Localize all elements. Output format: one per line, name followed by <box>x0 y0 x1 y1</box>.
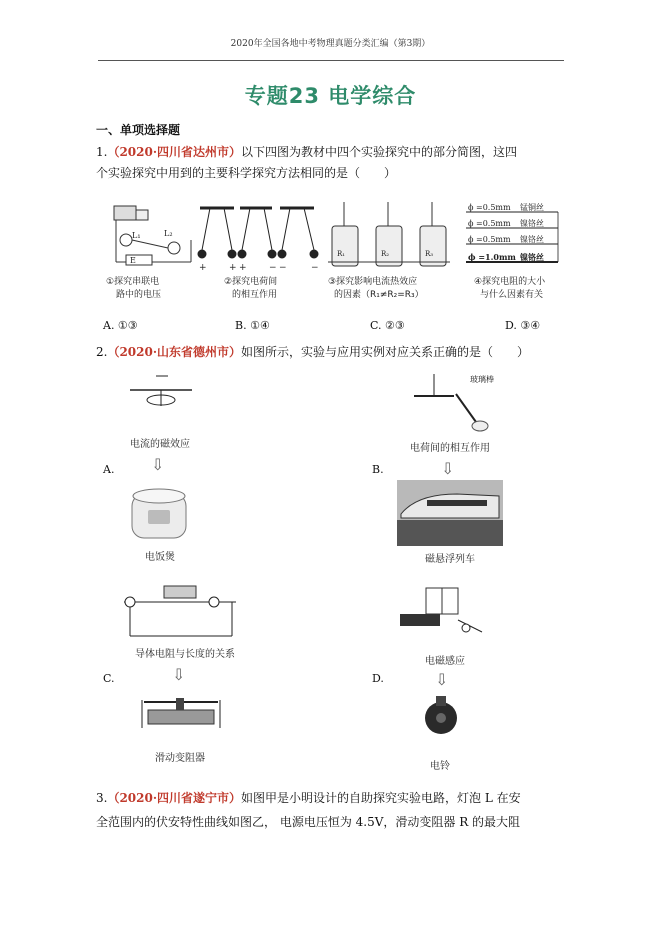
charge-5: − <box>279 263 287 273</box>
fig2-caption-1: ②探究电荷间 <box>224 277 278 287</box>
q3-text-line2: 全范围内的伏安特性曲线如图乙， 电源电压恒为 4.5V，滑动变阻器 R 的最大阻 <box>96 815 521 829</box>
q2-b-arrow: ⇩ <box>441 459 455 478</box>
q1-figures <box>96 200 566 310</box>
wire-4-diameter: ϕ =1.0mm <box>468 252 516 262</box>
fig3-caption-2: 的因素（R₁≠R₂=R₃） <box>334 290 424 300</box>
header-rule <box>98 60 564 61</box>
wire-3-diameter: ϕ =0.5mm <box>468 235 511 244</box>
q1-fig1-circuit <box>114 206 191 265</box>
fig1-caption-1: ①探究串联电 <box>106 277 160 287</box>
q3-text-line1: 如图甲是小明设计的自助探究实验电路，灯泡 L 在安 <box>241 791 521 805</box>
fig3-caption-1: ③探究影响电流热效应 <box>328 277 418 287</box>
charge-6: − <box>311 263 319 273</box>
q1-option-a[interactable]: A. ①③ <box>103 319 138 332</box>
fig4-caption-1: ④探究电阻的大小 <box>474 277 546 287</box>
q2-source: （2020·山东省德州市） <box>107 345 242 359</box>
glass-rod-label: 玻璃棒 <box>470 375 494 384</box>
q2-option-b-letter[interactable]: B. <box>372 463 384 476</box>
q1-fig1-l2: L₂ <box>164 229 173 238</box>
q1-fig1-l1: L₁ <box>132 231 141 240</box>
resistance-circuit-figure <box>120 582 240 642</box>
q2-b-top-caption: 电荷间的相互作用 <box>410 443 490 454</box>
q1-number: 1. <box>96 145 108 159</box>
wire-2-diameter: ϕ =0.5mm <box>468 219 511 228</box>
q2-c-arrow: ⇩ <box>172 665 186 684</box>
q1-option-b[interactable]: B. ①④ <box>235 319 270 332</box>
fig2-caption-2: 的相互作用 <box>232 290 278 300</box>
q1-source: （2020·四川省达州市） <box>107 145 242 159</box>
charge-2: + <box>229 263 237 273</box>
question-2 <box>96 342 566 363</box>
q1-text-line1: 以下四图为教材中四个实验探究中的部分简图，这四 <box>241 145 518 159</box>
maglev-train-figure <box>397 480 503 546</box>
q3-source: （2020·四川省遂宁市） <box>107 791 242 805</box>
rheostat-figure <box>138 696 224 732</box>
section-heading: 一、单项选择题 <box>96 123 181 137</box>
q2-a-arrow: ⇩ <box>151 455 165 474</box>
rice-cooker-figure <box>128 484 190 542</box>
wire-1-material: 锰铜丝 <box>520 203 544 212</box>
question-3 <box>96 786 571 834</box>
compass-wire-figure <box>126 372 196 412</box>
fig4-caption-2: 与什么因素有关 <box>480 290 544 300</box>
q2-option-c-letter[interactable]: C. <box>103 672 115 685</box>
wire-2-material: 镍铬丝 <box>520 219 544 228</box>
charge-1: + <box>199 263 207 273</box>
q1-text-line2: 个实验探究中用到的主要科学探究方法相同的是（ ） <box>96 166 397 180</box>
q1-fig1-e: E <box>130 256 136 265</box>
q2-text: 如图所示，实验与应用实例对应关系正确的是（ ） <box>241 345 530 359</box>
induction-figure <box>396 584 486 644</box>
q2-number: 2. <box>96 345 108 359</box>
resistor-r3: R₃ <box>425 250 434 258</box>
charge-3: + <box>239 263 247 273</box>
q2-option-d-letter[interactable]: D. <box>372 672 384 685</box>
q3-number: 3. <box>96 791 108 805</box>
q2-option-a-letter[interactable]: A. <box>103 463 115 476</box>
resistor-r2: R₂ <box>381 250 390 258</box>
q1-fig2-pendulums <box>198 208 318 258</box>
fig1-caption-2: 路中的电压 <box>116 290 162 300</box>
q2-d-bottom-caption: 电铃 <box>430 761 450 772</box>
q2-c-top-caption: 导体电阻与长度的关系 <box>135 649 235 660</box>
electric-bell-figure <box>418 692 464 738</box>
charge-4: − <box>269 263 277 273</box>
q2-a-top-caption: 电流的磁效应 <box>130 439 190 450</box>
q2-c-bottom-caption: 滑动变阻器 <box>155 753 205 764</box>
resistor-r1: R₁ <box>337 250 346 258</box>
q1-option-c[interactable]: C. ②③ <box>370 319 405 332</box>
wire-4-material: 镍铬丝 <box>520 252 544 262</box>
wire-3-material: 镍铬丝 <box>520 235 544 244</box>
q1-option-d[interactable]: D. ③④ <box>505 319 541 332</box>
q2-a-bottom-caption: 电饭煲 <box>145 552 175 563</box>
page-title: 专题23 电学综合 <box>244 84 417 108</box>
wire-1-diameter: ϕ =0.5mm <box>468 203 511 212</box>
question-1 <box>96 142 566 184</box>
q2-b-bottom-caption: 磁悬浮列车 <box>425 554 475 565</box>
q2-d-arrow: ⇩ <box>435 670 449 689</box>
page-header: 2020年全国各地中考物理真题分类汇编（第3期） <box>230 39 431 49</box>
q2-d-top-caption: 电磁感应 <box>425 656 465 667</box>
